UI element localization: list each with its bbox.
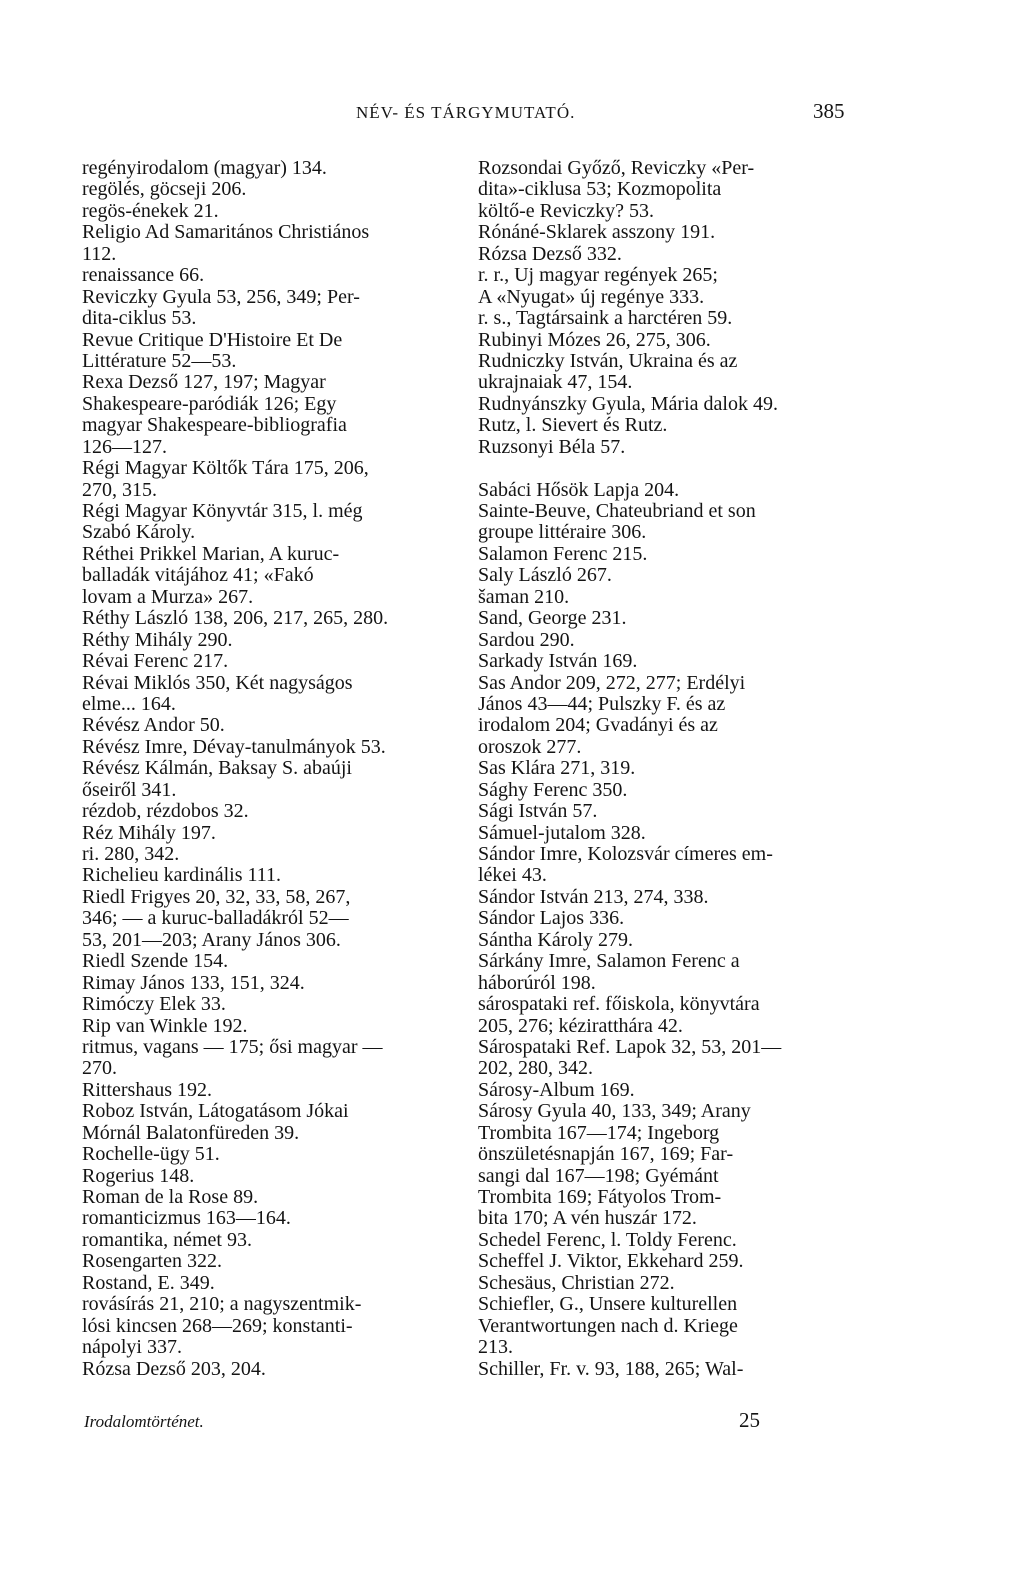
index-line: romantika, német 93.: [82, 1228, 252, 1251]
index-line: Sarkady István 169.: [478, 650, 638, 673]
index-line: Révész Andor 50.: [82, 714, 225, 737]
index-line: Sándor Lajos 336.: [478, 907, 625, 930]
index-line: 346; — a kuruc-balladákról 52—: [82, 907, 349, 930]
index-line: ri. 280, 342.: [82, 843, 180, 865]
index-line: bita 170; A vén huszár 172.: [478, 1207, 697, 1230]
index-line: 202, 280, 342.: [478, 1057, 593, 1080]
index-line: 53, 201—203; Arany János 306.: [82, 928, 341, 951]
index-line: Rosengarten 322.: [82, 1250, 222, 1273]
index-line: Rostand, E. 349.: [82, 1271, 215, 1294]
index-line: Rozsondai Győző, Reviczky «Per-: [478, 157, 755, 179]
index-line: sárospataki ref. főiskola, könyvtára: [478, 993, 760, 1016]
index-line: Mórnál Balatonfüreden 39.: [82, 1121, 300, 1144]
index-line: Saly László 267.: [478, 564, 612, 587]
index-line: Schedel Ferenc, l. Toldy Ferenc.: [478, 1228, 737, 1251]
page-header: [0, 99, 1024, 133]
index-line: Riedl Szende 154.: [82, 950, 229, 973]
index-line: Réthy Mihály 290.: [82, 628, 233, 651]
index-line: rézdob, rézdobos 32.: [82, 800, 249, 823]
index-line: Reviczky Gyula 53, 256, 349; Per-: [82, 285, 360, 308]
index-line: Régi Magyar Költők Tára 175, 206,: [82, 457, 369, 480]
index-line: Trombita 167—174; Ingeborg: [478, 1121, 720, 1144]
index-line: groupe littéraire 306.: [478, 521, 647, 544]
index-line: nápolyi 337.: [82, 1336, 182, 1359]
index-line: Rimóczy Elek 33.: [82, 993, 226, 1016]
index-line: Littérature 52—53.: [82, 349, 237, 372]
index-line: Ruzsonyi Béla 57.: [478, 435, 626, 458]
index-line: dita-ciklus 53.: [82, 307, 197, 330]
index-line: Révész Kálmán, Baksay S. abaúji: [82, 757, 352, 780]
index-line: Roman de la Rose 89.: [82, 1186, 259, 1208]
index-line: Réz Mihály 197.: [82, 821, 216, 844]
index-line: A «Nyugat» új regénye 333.: [478, 285, 705, 308]
index-line: Revue Critique D'Histoire Et De: [82, 328, 343, 351]
index-line: Verantwortungen nach d. Kriege: [478, 1314, 738, 1337]
index-line: Sand, George 231.: [478, 607, 627, 630]
index-line: 112.: [82, 242, 117, 265]
index-line: Schiefler, G., Unsere kulturellen: [478, 1293, 738, 1316]
index-line: Schiller, Fr. v. 93, 188, 265; Wal-: [478, 1357, 744, 1380]
index-line: balladák vitájához 41; «Fakó: [82, 564, 314, 587]
index-line: 213.: [478, 1336, 513, 1359]
index-line: Rochelle-ügy 51.: [82, 1143, 220, 1166]
index-line: Sántha Károly 279.: [478, 928, 633, 951]
index-line: Rózsa Dezső 203, 204.: [82, 1357, 266, 1380]
index-line: Szabó Károly.: [82, 521, 196, 544]
index-line: Régi Magyar Könyvtár 315, l. még: [82, 500, 363, 522]
index-line: Sárosy Gyula 40, 133, 349; Arany: [478, 1100, 751, 1123]
index-line: Sas Klára 271, 319.: [478, 757, 636, 780]
index-line: šaman 210.: [478, 585, 570, 608]
index-line: renaissance 66.: [82, 264, 205, 287]
index-line: Sámuel-jutalom 328.: [478, 821, 646, 844]
index-line: őseiről 341.: [82, 778, 177, 801]
index-line: Scheffel J. Viktor, Ekkehard 259.: [478, 1250, 744, 1273]
sheet-signature: 25: [739, 1408, 760, 1432]
index-line: lósi kincsen 268—269; konstanti-: [82, 1314, 353, 1337]
index-line: Schesäus, Christian 272.: [478, 1271, 675, 1294]
index-line: Rózsa Dezső 332.: [478, 242, 622, 265]
index-line: Rogerius 148.: [82, 1164, 195, 1187]
index-line: Sardou 290.: [478, 628, 575, 651]
index-line: Rimay János 133, 151, 324.: [82, 971, 305, 994]
index-line: irodalom 204; Gvadányi és az: [478, 714, 718, 737]
index-line: önszületésnapján 167, 169; Far-: [478, 1143, 734, 1166]
index-line: Sainte-Beuve, Chateubriand et son: [478, 500, 756, 522]
index-line: regölés, göcseji 206.: [82, 178, 247, 201]
index-line: ukrajnaiak 47, 154.: [478, 371, 633, 394]
index-line: regényirodalom (magyar) 134.: [82, 157, 327, 179]
index-line: Rutz, l. Sievert és Rutz.: [478, 414, 668, 437]
index-line: Sas Andor 209, 272, 277; Erdélyi: [478, 671, 746, 694]
index-line: 270, 315.: [82, 478, 157, 501]
index-line: [478, 458, 844, 479]
index-line: lovam a Murza» 267.: [82, 585, 254, 608]
index-line: Sárosy-Album 169.: [478, 1078, 635, 1101]
index-line: Richelieu kardinális 111.: [82, 864, 282, 887]
index-line: Réthei Prikkel Marian, A kuruc-: [82, 542, 340, 565]
index-line: oroszok 277.: [478, 735, 582, 758]
index-line: Rudniczky István, Ukraina és az: [478, 349, 738, 372]
index-line: Sági István 57.: [478, 800, 598, 823]
index-line: ritmus, vagans — 175; ősi magyar —: [82, 1035, 383, 1058]
index-line: r. r., Uj magyar regények 265;: [478, 264, 718, 287]
index-line: Sárospataki Ref. Lapok 32, 53, 201—: [478, 1035, 782, 1058]
index-line: 270.: [82, 1057, 117, 1080]
index-line: Rexa Dezső 127, 197; Magyar: [82, 371, 326, 394]
index-line: Réthy László 138, 206, 217, 265, 280.: [82, 607, 389, 630]
index-line: Sabáci Hősök Lapja 204.: [478, 478, 680, 501]
index-line: költő-e Reviczky? 53.: [478, 199, 655, 222]
index-line: 205, 276; kéziratthára 42.: [478, 1014, 683, 1037]
index-line: romanticizmus 163—164.: [82, 1207, 291, 1230]
page-number: 385: [813, 99, 845, 123]
index-line: János 43—44; Pulszky F. és az: [478, 692, 726, 715]
index-line: Roboz István, Látogatásom Jókai: [82, 1100, 349, 1123]
index-line: elme... 164.: [82, 692, 176, 715]
index-line: 126—127.: [82, 435, 167, 458]
index-line: háborúról 198.: [478, 971, 596, 994]
index-line: dita»-ciklusa 53; Kozmopolita: [478, 178, 722, 201]
index-line: rovásírás 21, 210; a nagyszentmik-: [82, 1293, 362, 1316]
index-line: Sághy Ferenc 350.: [478, 778, 628, 801]
index-line: Révai Miklós 350, Két nagyságos: [82, 671, 353, 694]
index-column-left: [82, 158, 448, 1380]
index-line: sangi dal 167—198; Gyémánt: [478, 1164, 719, 1187]
index-line: Riedl Frigyes 20, 32, 33, 58, 267,: [82, 885, 351, 908]
index-line: Rubinyi Mózes 26, 275, 306.: [478, 328, 711, 351]
index-line: Rudnyánszky Gyula, Mária dalok 49.: [478, 392, 778, 415]
index-line: lékei 43.: [478, 864, 547, 887]
index-line: Sándor Imre, Kolozsvár címeres em-: [478, 843, 773, 865]
index-line: Révész Imre, Dévay-tanulmányok 53.: [82, 735, 386, 758]
index-line: regös-énekek 21.: [82, 199, 219, 222]
index-line: Trombita 169; Fátyolos Trom-: [478, 1186, 722, 1208]
index-line: magyar Shakespeare-bibliografia: [82, 414, 347, 437]
index-line: Rónáné-Sklarek asszony 191.: [478, 221, 716, 244]
footer-journal-title: Irodalomtörténet.: [84, 1412, 204, 1431]
index-line: Sárkány Imre, Salamon Ferenc a: [478, 950, 740, 973]
index-line: Shakespeare-paródiák 126; Egy: [82, 392, 337, 415]
index-line: Révai Ferenc 217.: [82, 650, 229, 673]
index-line: Rip van Winkle 192.: [82, 1014, 248, 1037]
index-line: Rittershaus 192.: [82, 1078, 212, 1101]
running-title: NÉV- ÉS TÁRGYMUTATÓ.: [356, 103, 576, 122]
index-line: r. s., Tagtársaink a harctéren 59.: [478, 307, 733, 330]
index-line: Salamon Ferenc 215.: [478, 542, 648, 565]
index-line: Sándor István 213, 274, 338.: [478, 885, 709, 908]
index-column-right: [478, 158, 844, 1380]
index-line: Religio Ad Samaritános Christiános: [82, 221, 370, 244]
